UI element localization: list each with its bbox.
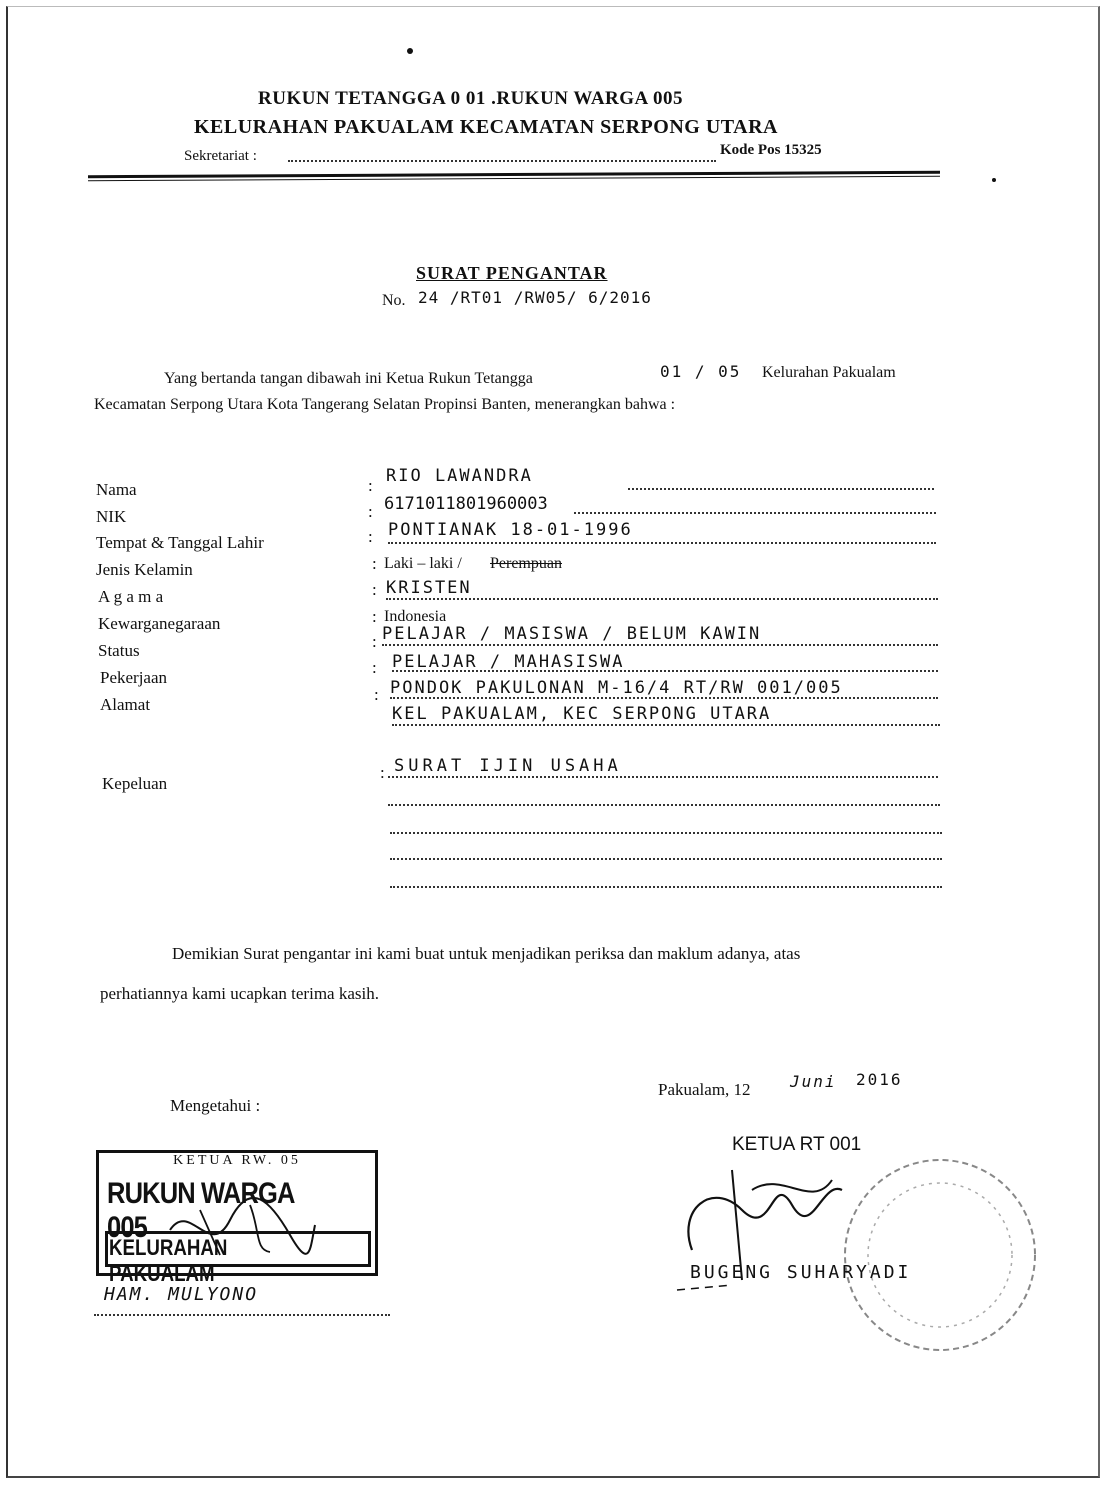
- value-jenis-kelamin-perempuan: Perempuan: [490, 555, 562, 572]
- sekretariat-dots: [288, 160, 716, 162]
- intro-rt-rw: 01 / 05: [660, 362, 742, 381]
- intro-line-2: Kecamatan Serpong Utara Kota Tangerang Selatan Propinsi Banten, menerangkan bahwa :: [94, 396, 676, 413]
- label-kewarganegaraan: Kewarganegaraan: [98, 614, 221, 633]
- colon: :: [368, 527, 373, 546]
- dots-nik: [574, 512, 936, 514]
- dots-ttl: [388, 542, 936, 544]
- colon: :: [372, 607, 377, 626]
- dots-keperluan-2: [388, 804, 940, 806]
- ketua-rt-label: KETUA RT 001: [732, 1134, 862, 1155]
- label-pekerjaan: Pekerjaan: [100, 668, 168, 687]
- rw-stamp-bottom: KELURAHAN PAKUALAM: [109, 1235, 228, 1286]
- label-status: Status: [98, 641, 140, 660]
- closing-line-2: perhatiannya kami ucapkan terima kasih.: [100, 984, 379, 1003]
- intro-part-1: Yang bertanda tangan dibawah ini Ketua Rukun Tetangga: [164, 370, 533, 387]
- value-keperluan: SURAT IJIN USAHA: [394, 756, 622, 776]
- closing-line-1: Demikian Surat pengantar ini kami buat untuk menjadikan periksa dan maklum adanya, atas: [172, 944, 801, 963]
- label-nama: Nama: [96, 480, 137, 499]
- dots-keperluan-5: [390, 886, 942, 888]
- letter-title: SURAT PENGANTAR: [416, 263, 608, 283]
- dots-keperluan-4: [390, 858, 942, 860]
- rw-stamp-top: KETUA RW. 05: [173, 1153, 301, 1168]
- dots-alamat-2: [392, 724, 940, 726]
- label-alamat: Alamat: [100, 695, 151, 714]
- rw-signature: [160, 1190, 320, 1270]
- label-nik: NIK: [96, 507, 127, 526]
- sekretariat-label: Sekretariat :: [184, 148, 257, 164]
- value-kewarganegaraan: Indonesia: [384, 608, 447, 625]
- rw-stamp-mid: RUKUN WARGA 005: [107, 1177, 294, 1244]
- value-nama: RIO LAWANDRA: [386, 466, 533, 486]
- value-agama: KRISTEN: [386, 578, 472, 598]
- dots-nama: [628, 488, 934, 490]
- value-alamat-line-2: KEL PAKUALAM, KEC SERPONG UTARA: [392, 704, 772, 724]
- dots-agama: [386, 598, 938, 600]
- label-agama: A g a m a: [98, 587, 164, 606]
- colon: :: [372, 580, 377, 599]
- colon: :: [372, 658, 377, 677]
- dots-keperluan-1: [388, 776, 938, 778]
- value-pekerjaan: PELAJAR / MAHASISWA: [392, 652, 625, 672]
- value-jenis-kelamin-laki: Laki – laki /: [384, 555, 462, 572]
- place-date-prefix: Pakualam, 12: [658, 1080, 751, 1099]
- label-jenis-kelamin: Jenis Kelamin: [96, 560, 193, 579]
- dots-rw-name: [94, 1314, 390, 1316]
- rw-name: HAM. MULYONO: [104, 1284, 259, 1305]
- value-status: PELAJAR / MASISWA / BELUM KAWIN: [382, 624, 762, 644]
- place-date-year: 2016: [856, 1070, 903, 1089]
- dots-pekerjaan: [392, 670, 938, 672]
- dots-status: [382, 644, 938, 646]
- mengetahui-label: Mengetahui :: [170, 1096, 261, 1115]
- colon: :: [368, 502, 373, 521]
- value-ttl: PONTIANAK 18-01-1996: [388, 520, 633, 540]
- colon: :: [368, 476, 373, 495]
- header-line-1: RUKUN TETANGGA 0 01 .RUKUN WARGA 005: [258, 88, 683, 109]
- colon: :: [372, 632, 377, 651]
- colon: :: [374, 685, 379, 704]
- value-alamat-line-1: PONDOK PAKULONAN M-16/4 RT/RW 001/005: [390, 678, 843, 698]
- place-date-month: Juni: [790, 1072, 837, 1091]
- letter-number-prefix: No.: [382, 292, 406, 309]
- intro-part-2: Kelurahan Pakualam: [762, 364, 896, 381]
- header-line-2: KELURAHAN PAKUALAM KECAMATAN SERPONG UTARA: [194, 116, 778, 138]
- speck: [407, 48, 413, 54]
- colon: :: [380, 763, 385, 782]
- letter-number: 24 /RT01 /RW05/ 6/2016: [418, 288, 652, 307]
- label-ttl: Tempat & Tanggal Lahir: [96, 533, 264, 552]
- label-keperluan: Kepeluan: [102, 774, 168, 793]
- value-nik: 6171011801960003: [384, 494, 548, 514]
- rt-name: BUGENG SUHARYADI: [690, 1262, 912, 1283]
- colon: :: [372, 554, 377, 573]
- dots-alamat-1: [390, 697, 938, 699]
- dots-keperluan-3: [390, 832, 942, 834]
- kode-pos: Kode Pos 15325: [720, 142, 822, 158]
- speck: [992, 178, 996, 182]
